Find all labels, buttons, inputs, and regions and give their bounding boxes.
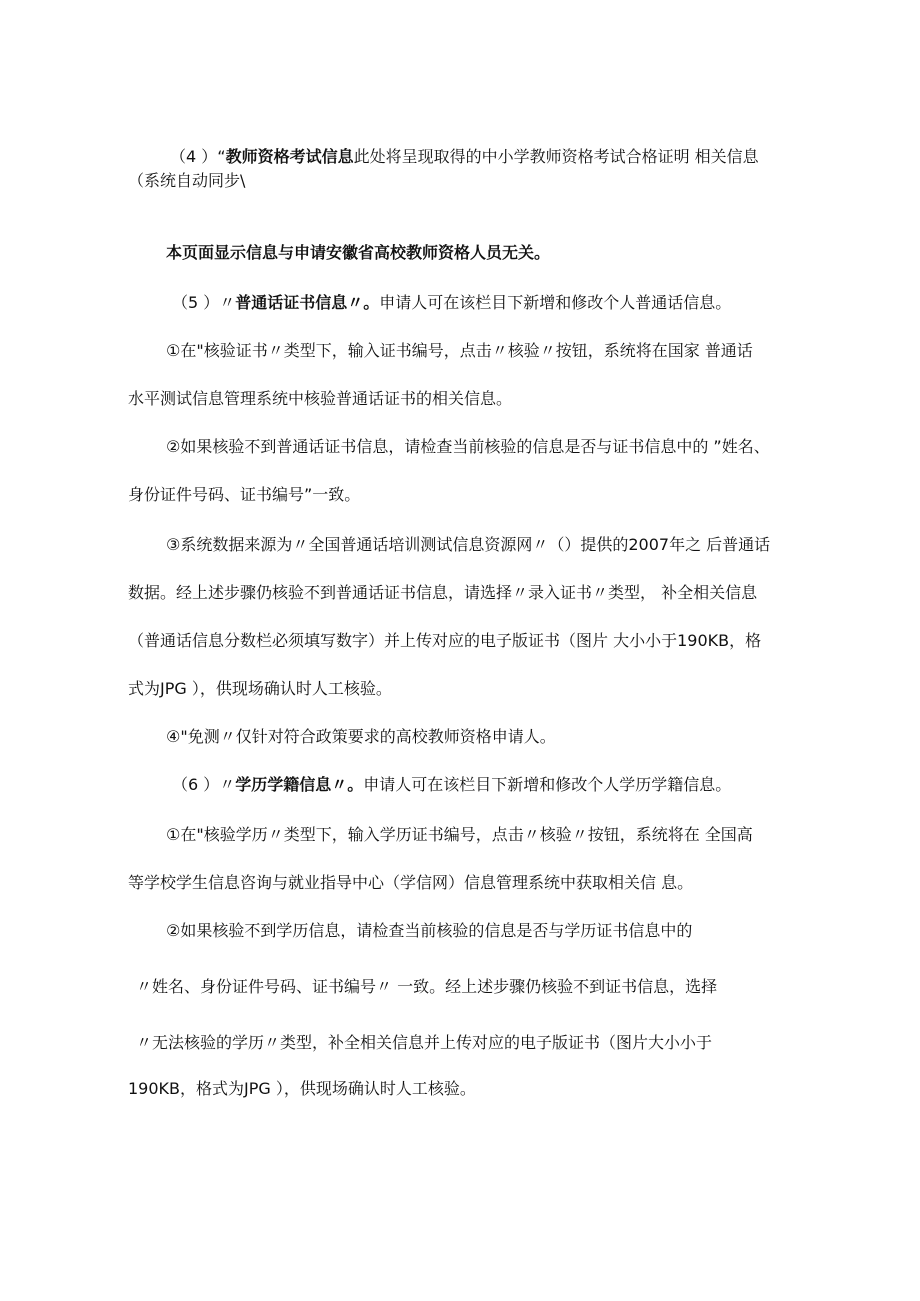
section-4-title: 教师资格考试信息: [225, 147, 354, 166]
section-5-intro: 申请人可在该栏目下新增和修改个人普通话信息。: [379, 293, 732, 312]
section-4-number: （4 ）“: [170, 147, 226, 166]
section-6-item-2-line-1: ②如果核验不到学历信息，请检查当前核验的信息是否与学历证书信息中的: [166, 921, 693, 940]
section-4-continuation: （系统自动同步\: [128, 171, 246, 190]
section-6-number: （6 ）〃: [172, 775, 236, 794]
section-5-item-1-line-2: 水平测试信息管理系统中核验普通话证书的相关信息。: [128, 389, 513, 408]
section-5-heading-line: [172, 292, 731, 314]
section-5-item-4: ④"免测〃仅针对符合政策要求的高校教师资格申请人。: [166, 727, 556, 746]
section-6-item-1-line-2: 等学校学生信息咨询与就业指导中心（学信网）信息管理系统中获取相关信 息。: [128, 873, 694, 892]
section-6-title: 学历学籍信息〃。: [235, 775, 364, 794]
section-4-text: 此处将呈现取得的中小学教师资格考试合格证明 相关信息: [353, 147, 759, 166]
section-6-item-2-line-3: 〃无法核验的学历〃类型，补全相关信息并上传对应的电子版证书（图片大小小于: [136, 1033, 713, 1052]
section-5-item-1-line-1: ①在"核验证书〃类型下，输入证书编号，点击〃核验〃按钮，系统将在国家 普通话: [166, 341, 753, 360]
section-5-number: （5 ）〃: [172, 293, 236, 312]
section-5-item-3-line-2: 数据。经上述步骤仍核验不到普通话证书信息，请选择〃录入证书〃类型， 补全相关信息: [128, 583, 758, 602]
section-4-heading-line: [170, 146, 759, 168]
section-6-item-1-line-1: ①在"核验学历〃类型下，输入学历证书编号，点击〃核验〃按钮，系统将在 全国高: [166, 825, 753, 844]
section-5-item-3-line-4: 式为JPG ），供现场确认时人工核验。: [128, 679, 392, 698]
section-5-title: 普通话证书信息〃。: [235, 293, 380, 312]
section-6-intro: 申请人可在该栏目下新增和修改个人学历学籍信息。: [363, 775, 732, 794]
section-6-item-2-line-4: 190KB，格式为JPG ），供现场确认时人工核验。: [128, 1079, 476, 1098]
section-6-item-2-line-2: 〃姓名、身份证件号码、证书编号〃 一致。经上述步骤仍核验不到证书信息，选择: [136, 977, 718, 996]
section-4-note: 本页面显示信息与申请安徽省高校教师资格人员无关。: [166, 243, 551, 262]
section-5-item-2-line-1: ②如果核验不到普通话证书信息，请检查当前核验的信息是否与证书信息中的 ”姓名、: [166, 437, 770, 456]
section-5-item-3-line-3: （普通话信息分数栏必须填写数字）并上传对应的电子版证书（图片 大小小于190KB，格: [128, 631, 762, 650]
section-6-heading-line: [172, 774, 731, 796]
section-5-item-3-line-1: ③系统数据来源为〃全国普通话培训测试信息资源网〃（）提供的2007年之 后普通话: [166, 535, 771, 554]
section-5-item-2-line-2: 身份证件号码、证书编号”一致。: [128, 485, 361, 504]
